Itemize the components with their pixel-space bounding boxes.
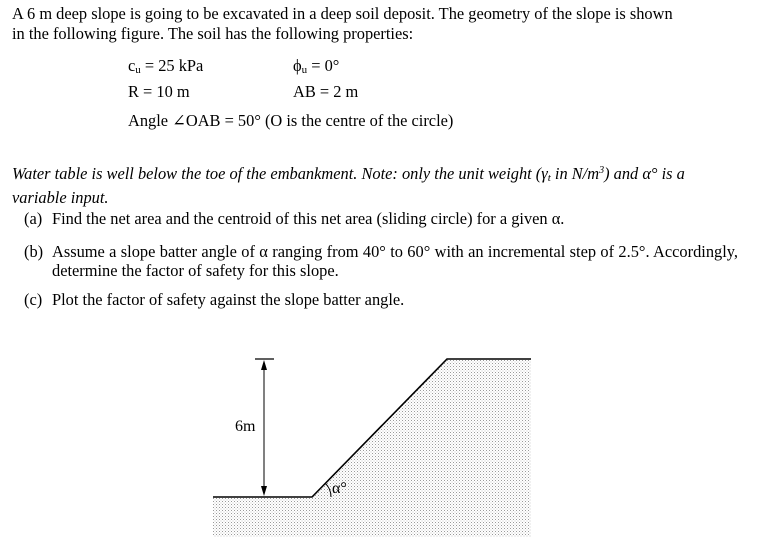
height-arrow-up (261, 360, 267, 370)
task-c-text: Plot the factor of safety against the slope batter angle. (52, 290, 405, 309)
angle-text: Angle ∠OAB = 50° (O is the centre of the circle) (128, 111, 454, 130)
intro-line-1: A 6 m deep slope is going to be excavated in a deep soil deposit. The geometry of the slope is shown (12, 4, 673, 23)
note-alpha: α° (642, 164, 658, 183)
phi-symbol: ϕ (293, 56, 302, 75)
note-part-1: Water table is well below the toe of the embankment. Note: only the unit weight ( (12, 164, 542, 183)
radius-text: R = 10 m (128, 82, 190, 101)
phi-subscript: u (301, 64, 308, 76)
task-b-text: Assume a slope batter angle of α ranging from 40° to 60° with an incremental step of 2.5°. Accordingly, determine the factor of safety for this slope. (52, 242, 738, 280)
note-superscript: 3 (599, 165, 605, 176)
task-c-tag: (c) (24, 290, 43, 309)
phi-value: = 0° (307, 56, 340, 75)
note-part-2: in N/m (550, 164, 600, 183)
cu-symbol: c (128, 56, 136, 75)
note-gamma-sub: t (547, 172, 551, 184)
ab-text: AB = 2 m (293, 82, 359, 101)
cu-value: = 25 kPa (140, 56, 204, 75)
height-arrow-down (261, 486, 267, 496)
angle-label: α° (332, 480, 347, 497)
note-part-4: is a (661, 164, 685, 183)
intro-line-2: in the following figure. The soil has the following properties: (12, 24, 414, 43)
cu-subscript: u (135, 64, 141, 76)
soil-body (213, 359, 531, 537)
height-label: 6m (235, 418, 256, 435)
task-a-tag: (a) (24, 209, 43, 228)
note-line-2: variable input. (12, 188, 109, 207)
note-gamma: γ (541, 164, 548, 183)
task-a-text: Find the net area and the centroid of this net area (sliding circle) for a given α. (52, 209, 565, 228)
task-b-tag: (b) (24, 242, 44, 261)
note-part-3: ) and (604, 164, 643, 183)
